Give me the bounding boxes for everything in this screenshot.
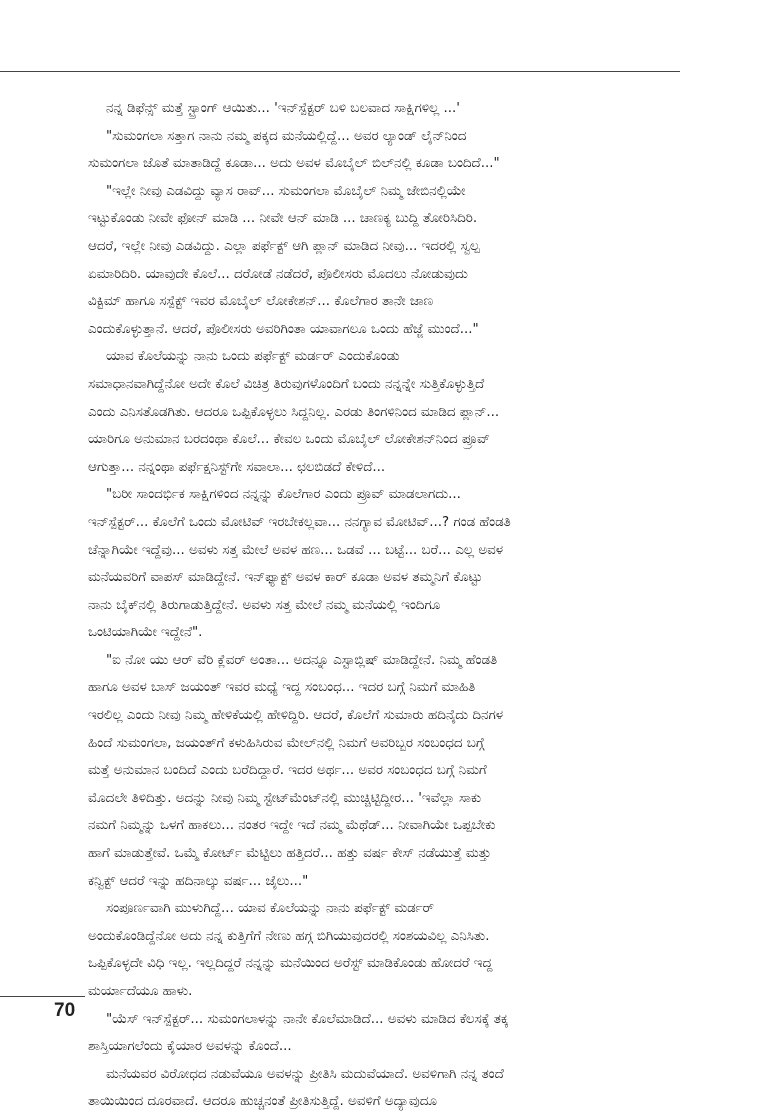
text-line: ಯಾವ ಕೊಲೆಯನ್ನು ನಾನು ಒಂದು ಪರ್ಫೆಕ್ಟ್ ಮರ್ಡರ್ ಎಂದುಕೊಂಡು (106, 349, 400, 365)
text-line: ಶಾಸ್ತಿಯಾಗಲೆಂದು ಕೈಯಾರ ಅವಳನ್ನು ಕೊಂದೆ... (88, 1039, 292, 1055)
text-line: ಸಮಾಧಾನವಾಗಿದ್ದೆನೋ ಅದೇ ಕೊಲೆ ವಿಚಿತ್ರ ತಿರುವುಗಳೊಂದಿಗೆ ಬಂದು ನನ್ನನ್ನೇ ಸುತ್ತಿಕೊಳ್ಳುತ್ತಿದೆ (88, 376, 485, 392)
text-line: ಹಿಂದೆ ಸುಮಂಗಲಾ, ಜಯಂತ್‌ಗೆ ಕಳುಹಿಸಿರುವ ಮೇಲ್‌ನಲ್ಲಿ ನಿಮಗೆ ಅವರಿಬ್ಬರ ಸಂಬಂಧದ ಬಗ್ಗೆ (88, 735, 485, 751)
text-line: ಎಂದುಕೊಳ್ಳುತ್ತಾನೆ. ಆದರೆ, ಪೊಲೀಸರು ಅವರಿಗಿಂತಾ ಯಾವಾಗಲೂ ಒಂದು ಹೆಜ್ಜೆ ಮುಂದೆ..." (88, 321, 479, 337)
text-line: ಹಾಗೂ ಅವಳ ಬಾಸ್ ಜಯಂತ್ ಇವರ ಮಧ್ಯೆ ಇದ್ದ ಸಂಬಂಧ... ಇದರ ಬಗ್ಗೆ ನಿಮಗೆ ಮಾಹಿತಿ (88, 680, 476, 696)
text-line: ಕನ್ವಿಕ್ಟ್ ಆದರೆ ಇನ್ನು ಹದಿನಾಲ್ಕು ವರ್ಷ... ಜೈಲು..." (88, 873, 309, 889)
text-line: ಮರ್ಯಾದೆಯೂ ಹಾಳು. (88, 984, 193, 999)
text-line: ಇಟ್ಟುಕೊಂಡು ನೀವೇ ಫೋನ್ ಮಾಡಿ ... ನೀವೇ ಆನ್ ಮಾಡಿ ... ಚಾಣಕ್ಯ ಬುದ್ದಿ ತೋರಿಸಿದಿರಿ. (88, 211, 478, 227)
text-line: "ಬರೀ ಸಾಂದರ್ಭಿಕ ಸಾಕ್ಷಿಗಳಿಂದ ನನ್ನನ್ನು ಕೊಲೆಗಾರ ಎಂದು ಪ್ರೂವ್ ಮಾಡಲಾಗದು... (106, 487, 461, 503)
page-number: 70 (54, 1000, 76, 1021)
top-divider (0, 71, 680, 72)
text-line: ಸಂಪೂರ್ಣವಾಗಿ ಮುಳುಗಿದ್ದೆ... ಯಾವ ಕೊಲೆಯನ್ನು ನಾನು ಪರ್ಫೆಕ್ಟ್ ಮರ್ಡರ್ (106, 901, 434, 917)
page-body (88, 95, 678, 1116)
text-line: ಒಪ್ಪಿಕೊಳ್ಳದೇ ವಿಧಿ ಇಲ್ಲ. ಇಲ್ಲದಿದ್ದರೆ ನನ್ನನ್ನು ಮನೆಯಿಂದ ಅರೆಸ್ಟ್ ಮಾಡಿಕೊಂಡು ಹೋದರೆ ಇದ್ದ (88, 956, 493, 972)
text-line: ಮನೆಯವರ ವಿರೋಧದ ನಡುವೆಯೂ ಅವಳನ್ನು ಪ್ರೀತಿಸಿ ಮದುವೆಯಾದೆ. ಅವಳಿಗಾಗಿ ನನ್ನ ತಂದೆ (106, 1066, 504, 1082)
text-line: "ಯೆಸ್ ಇನ್‌ಸ್ಪೆಕ್ಟರ್... ಸುಮಂಗಲಾಳನ್ನು ನಾನೇ ಕೊಲೆಮಾಡಿದೆ... ಅವಳು ಮಾಡಿದ ಕೆಲಸಕ್ಕೆ ತಕ್ಕ (106, 1011, 509, 1027)
text-line: ಹಾಗೆ ಮಾಡುತ್ತೇವೆ. ಒಮ್ಮೆ ಕೋರ್ಟ್ ಮೆಟ್ಟಿಲು ಹತ್ತಿದರೆ... ಹತ್ತು ವರ್ಷ ಕೇಸ್ ನಡೆಯುತ್ತೆ ಮತ್ತು (88, 846, 492, 862)
text-line: ಇರಲಿಲ್ಲ ಎಂದು ನೀವು ನಿಮ್ಮ ಹೇಳಿಕೆಯಲ್ಲಿ ಹೇಳಿದ್ದಿರಿ. ಆದರೆ, ಕೊಲೆಗೆ ಸುಮಾರು ಹದಿನೈದು ದಿನಗಳ (88, 708, 503, 724)
text-line: ಮೊದಲೇ ತಿಳಿದಿತ್ತು. ಅದನ್ನು ನೀವು ನಿಮ್ಮ ಸ್ಟೇಟ್‌ಮೆಂಟ್‌ನಲ್ಲಿ ಮುಚ್ಚಿಟ್ಟಿದ್ದೀರ... 'ಇವೆಲ್ಲಾ ಸಾಕು (88, 790, 482, 806)
text-line: ಎಂದು ಎನಿಸತೊಡಗಿತು. ಆದರೂ ಒಪ್ಪಿಕೊಳ್ಳಲು ಸಿದ್ದನಿಲ್ಲ. ಎರಡು ತಿಂಗಳಿನಿಂದ ಮಾಡಿದ ಪ್ಲಾನ್... (88, 404, 500, 420)
text-line: ಯಾರಿಗೂ ಅನುಮಾನ ಬರದಂಥಾ ಕೊಲೆ... ಕೇವಲ ಒಂದು ಮೊಬೈಲ್ ಲೋಕೇಶನ್‌ನಿಂದ ಪ್ರೂವ್ (88, 432, 490, 448)
text-line: ಇನ್‌ಸ್ಪೆಕ್ಟರ್... ಕೊಲೆಗೆ ಒಂದು ಮೋಟಿವ್ ಇರಬೇಕಲ್ಲವಾ... ನನಗ್ಯಾವ ಮೋಟಿವ್...? ಗಂಡ ಹೆಂಡತಿ (88, 514, 511, 530)
text-line: ನಮಗೆ ನಿಮ್ಮನ್ನು ಒಳಗೆ ಹಾಕಲು... ನಂತರ ಇದ್ದೇ ಇದೆ ನಮ್ಮ ಮೆಥೆಡ್... ನೀವಾಗಿಯೇ ಒಪ್ಪಬೇಕು (88, 818, 496, 834)
text-line: ನನ್ನ ಡಿಫೆನ್ಸ್ ಮತ್ತೆ ಸ್ಟ್ರಾಂಗ್ ಆಯಿತು... 'ಇನ್‌ಸ್ಪೆಕ್ಟರ್ ಬಳಿ ಬಲವಾದ ಸಾಕ್ಷಿಗಳಿಲ್ಲ ...' (106, 101, 460, 116)
text-line: ತಾಯಿಯಿಂದ ದೂರವಾದೆ. ಆದರೂ ಹುಚ್ಚನಂತೆ ಪ್ರೀತಿಸುತ್ತಿದ್ದೆ. ಅವಳಿಗೆ ಅದ್ಯಾವುದೂ (88, 1094, 437, 1110)
text-line: ಮತ್ತೆ ಅನುಮಾನ ಬಂದಿದೆ ಎಂದು ಬರೆದಿದ್ದಾರೆ. ಇದರ ಅರ್ಥ... ಅವರ ಸಂಬಂಧದ ಬಗ್ಗೆ ನಿಮಗೆ (88, 763, 487, 779)
text-line: ವಿಕ್ಟಿಮ್ ಹಾಗೂ ಸಸ್ಪೆಕ್ಟ್ ಇವರ ಮೊಬೈಲ್ ಲೋಕೇಶನ್... ಕೊಲೆಗಾರ ತಾನೇ ಜಾಣ (88, 294, 434, 310)
text-line: "ಇಲ್ಲೇ ನೀವು ಎಡವಿದ್ದು ವ್ಯಾಸ ರಾವ್... ಸುಮಂಗಲಾ ಮೊಬೈಲ್ ನಿಮ್ಮ ಜೇಬಿನಲ್ಲಿಯೇ (106, 183, 466, 199)
text-line: ಮನೆಯವರಿಗೆ ವಾಪಸ್ ಮಾಡಿದ್ದೇನೆ. ಇನ್‌ಫ್ಯಾಕ್ಟ್ ಅವಳ ಕಾರ್ ಕೂಡಾ ಅವಳ ತಮ್ಮನಿಗೆ ಕೊಟ್ಟು (88, 570, 483, 586)
text-line: ಅಂದುಕೊಂಡಿದ್ದೆನೋ ಅದು ನನ್ನ ಕುತ್ತಿಗೆಗೆ ನೇಣು ಹಗ್ಗ ಬಿಗಿಯುವುದರಲ್ಲಿ ಸಂಶಯವಿಲ್ಲ ಎನಿಸಿತು. (88, 928, 490, 944)
text-line: ನಾನು ಬೈಕ್‌ನಲ್ಲಿ ತಿರುಗಾಡುತ್ತಿದ್ದೇನೆ. ಅವಳು ಸತ್ತ ಮೇಲೆ ನಮ್ಮ ಮನೆಯಲ್ಲಿ ಇಂದಿಗೂ (88, 597, 441, 613)
text-line: ಒಂಟಿಯಾಗಿಯೇ ಇದ್ದೇನೆ". (88, 625, 203, 641)
text-line: "ಸುಮಂಗಲಾ ಸತ್ತಾಗ ನಾನು ನಮ್ಮ ಪಕ್ಕದ ಮನೆಯಲ್ಲಿದ್ದೆ... ಅವರ ಲ್ಯಾಂಡ್ ಲೈನ್‌ನಿಂದ (106, 128, 467, 144)
footer-divider (0, 996, 85, 997)
text-line: ಏಮಾರಿದಿರಿ. ಯಾವುದೇ ಕೊಲೆ... ದರೋಡೆ ನಡೆದರೆ, ಪೊಲೀಸರು ಮೊದಲು ನೋಡುವುದು (88, 266, 468, 282)
text-line: ಸುಮಂಗಲಾ ಜೊತೆ ಮಾತಾಡಿದ್ದೆ ಕೂಡಾ... ಅದು ಅವಳ ಮೊಬೈಲ್ ಬಿಲ್‌ನಲ್ಲಿ ಕೂಡಾ ಬಂದಿದೆ..." (88, 156, 500, 172)
text-line: ಆದರೆ, ಇಲ್ಲೇ ನೀವು ಎಡವಿದ್ದು. ಎಲ್ಲಾ ಪರ್ಫೆಕ್ಟ್ ಆಗಿ ಪ್ಲಾನ್ ಮಾಡಿದ ನೀವು... ಇದರಲ್ಲಿ ಸ್ವಲ್ಪ (88, 238, 480, 254)
text-line: "ಐ ನೋ ಯು ಆರ್ ವೆರಿ ಕ್ಲೆವರ್ ಅಂತಾ... ಅದನ್ನೂ ಎಸ್ಟಾಬ್ಲಿಷ್ ಮಾಡಿದ್ದೇನೆ. ನಿಮ್ಮ ಹೆಂಡತಿ (106, 652, 498, 668)
text-line: ಆಗುತ್ತಾ... ನನ್ನಂಥಾ ಪರ್ಫೆಕ್ಷನಿಸ್ಟ್‌ಗೇ ಸವಾಲಾ... ಛಲಬಿಡದೆ ಕೇಳಿದೆ... (88, 459, 386, 475)
text-line: ಚೆನ್ನಾಗಿಯೇ ಇದ್ದೆವು... ಅವಳು ಸತ್ತ ಮೇಲೆ ಅವಳ ಹಣ... ಒಡವೆ ... ಬಟ್ಟೆ... ಬರೆ... ಎಲ್ಲ ಅವಳ (88, 542, 504, 558)
